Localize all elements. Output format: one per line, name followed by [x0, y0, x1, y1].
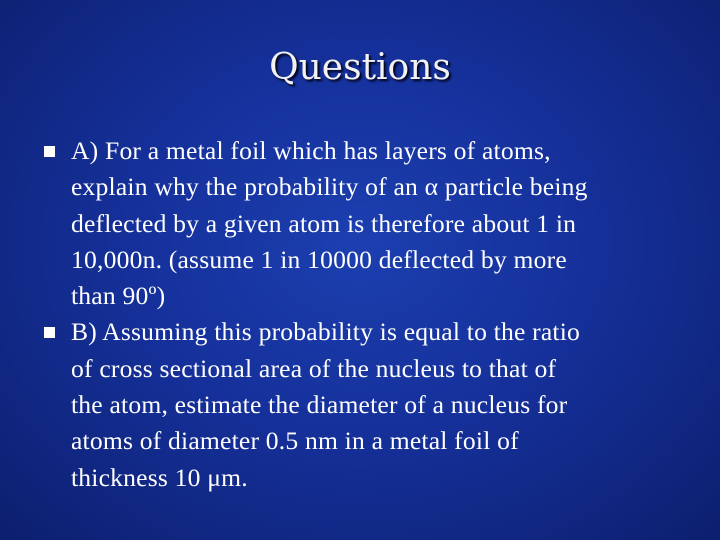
question-a-line: A) For a metal foil which has layers of atoms,: [71, 136, 551, 165]
question-a-line: explain why the probability of an α particle being: [71, 172, 588, 202]
slide-body: [44, 133, 694, 496]
question-b-line: B) Assuming this probability is equal to the ratio: [71, 317, 581, 347]
square-bullet-icon: [44, 327, 55, 338]
question-a-line: than 90º): [71, 281, 166, 311]
question-a-line: 10,000n. (assume 1 in 10000 deflected by more: [71, 244, 567, 274]
question-a-line: deflected by a given atom is therefore about 1 in: [71, 208, 577, 238]
question-b-line: thickness 10 μm.: [71, 462, 248, 492]
question-b-line: the atom, estimate the diameter of a nucleus for: [71, 390, 568, 420]
question-b-line: atoms of diameter 0.5 nm in a metal foil of: [71, 426, 519, 456]
slide-title: Questions: [269, 47, 451, 88]
question-b: [44, 314, 694, 495]
square-bullet-icon: [44, 146, 55, 157]
question-a: [44, 133, 694, 314]
question-b-line: of cross sectional area of the nucleus to that of: [71, 353, 557, 383]
